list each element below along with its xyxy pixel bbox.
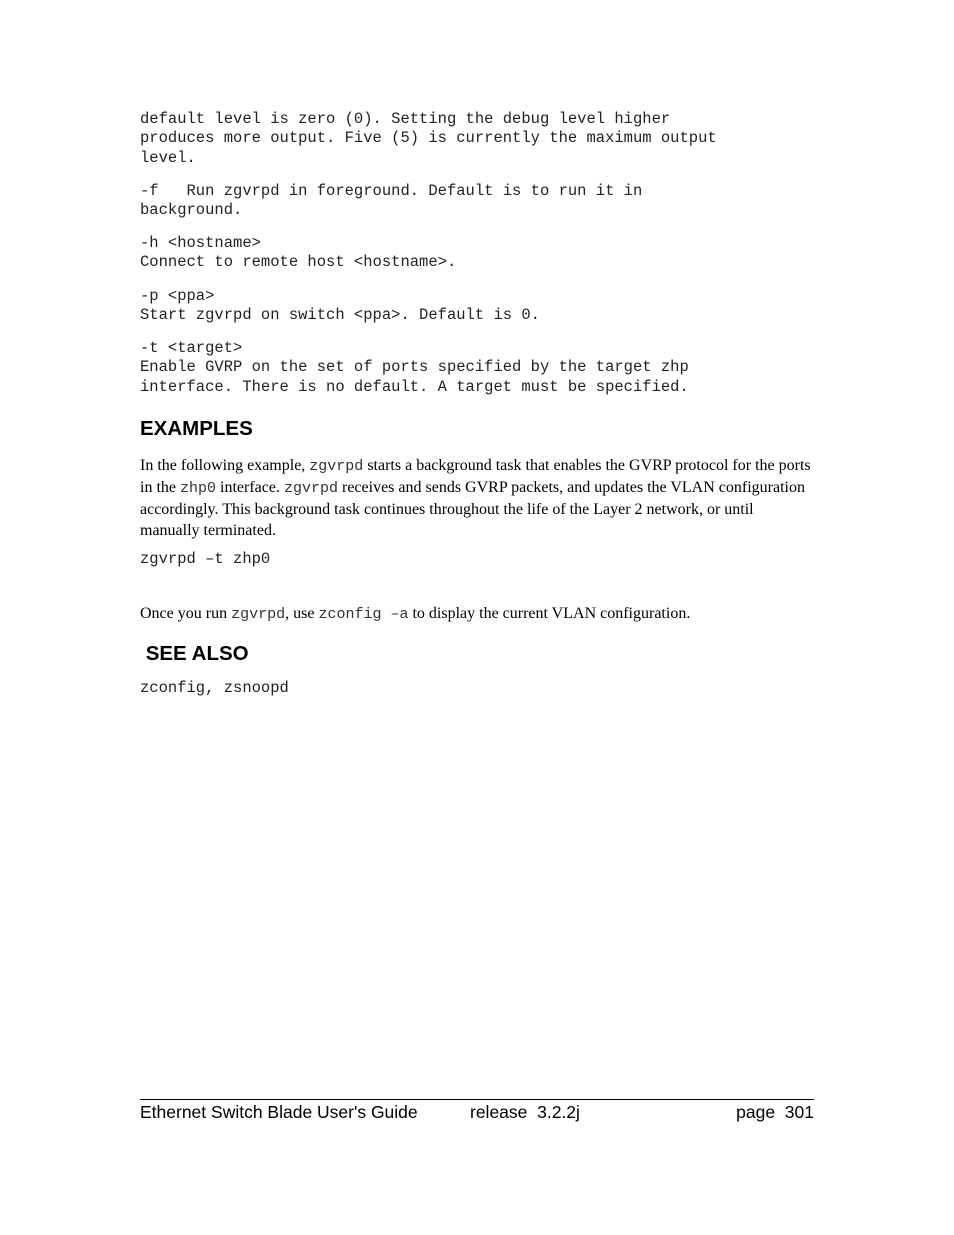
code-line: level. xyxy=(140,148,196,167)
page-footer xyxy=(140,1100,814,1124)
inline-code: zgvrpd xyxy=(309,458,364,475)
text-run: starts a background task that enables the GVRP protocol for the ports in the xyxy=(140,457,811,496)
f-option xyxy=(140,182,642,221)
examples-heading: EXAMPLES xyxy=(140,417,253,440)
code-line: background. xyxy=(140,201,243,220)
inline-code: zconfig –a xyxy=(318,606,409,623)
text-run: interface. xyxy=(216,479,284,496)
footer-release: release 3.2.2j xyxy=(470,1102,580,1122)
see-also-heading: SEE ALSO xyxy=(140,642,249,665)
code-line: -f Run zgvrpd in foreground. Default is to run it in xyxy=(140,182,643,200)
see-also-items: zconfig, zsnoopd xyxy=(140,679,289,697)
text-run: , use xyxy=(285,605,319,622)
code-line: produces more output. Five (5) is currently the maximum output xyxy=(140,129,717,148)
code-line: -p <ppa> xyxy=(140,287,215,305)
code-line: interface. There is no default. A target must be specified. xyxy=(140,377,689,396)
code-line: -h <hostname> xyxy=(140,234,261,252)
h-option xyxy=(140,234,456,273)
text-run: In the following example, xyxy=(140,457,310,474)
inline-code: zhp0 xyxy=(180,480,217,497)
inline-code: zgvrpd xyxy=(283,480,338,497)
code-line: Start zgvrpd on switch <ppa>. Default is 0. xyxy=(140,306,540,325)
footer-page-number: page 301 xyxy=(736,1102,814,1122)
zconfig-paragraph xyxy=(140,603,814,625)
text-run: receives and sends GVRP packets, and updates the VLAN configuration accordingly. This background task continues throughout the life of the Layer 2 network, or until manually terminated. xyxy=(140,479,805,539)
t-option xyxy=(140,339,689,397)
code-line: default level is zero (0). Setting the debug level higher xyxy=(140,110,671,128)
example-command: zgvrpd –t zhp0 xyxy=(140,550,271,568)
footer-guide-title: Ethernet Switch Blade User's Guide xyxy=(140,1102,418,1122)
examples-paragraph xyxy=(140,455,814,541)
text-run: Once you run xyxy=(140,605,232,622)
text-run: to display the current VLAN configuration. xyxy=(408,605,691,622)
debug-option-description xyxy=(140,110,717,168)
document-page xyxy=(140,0,814,1235)
inline-code: zgvrpd xyxy=(231,606,286,623)
code-line: -t <target> xyxy=(140,339,243,357)
code-line: Connect to remote host <hostname>. xyxy=(140,253,457,272)
p-option xyxy=(140,287,540,326)
code-line: Enable GVRP on the set of ports specified by the target zhp xyxy=(140,358,689,377)
